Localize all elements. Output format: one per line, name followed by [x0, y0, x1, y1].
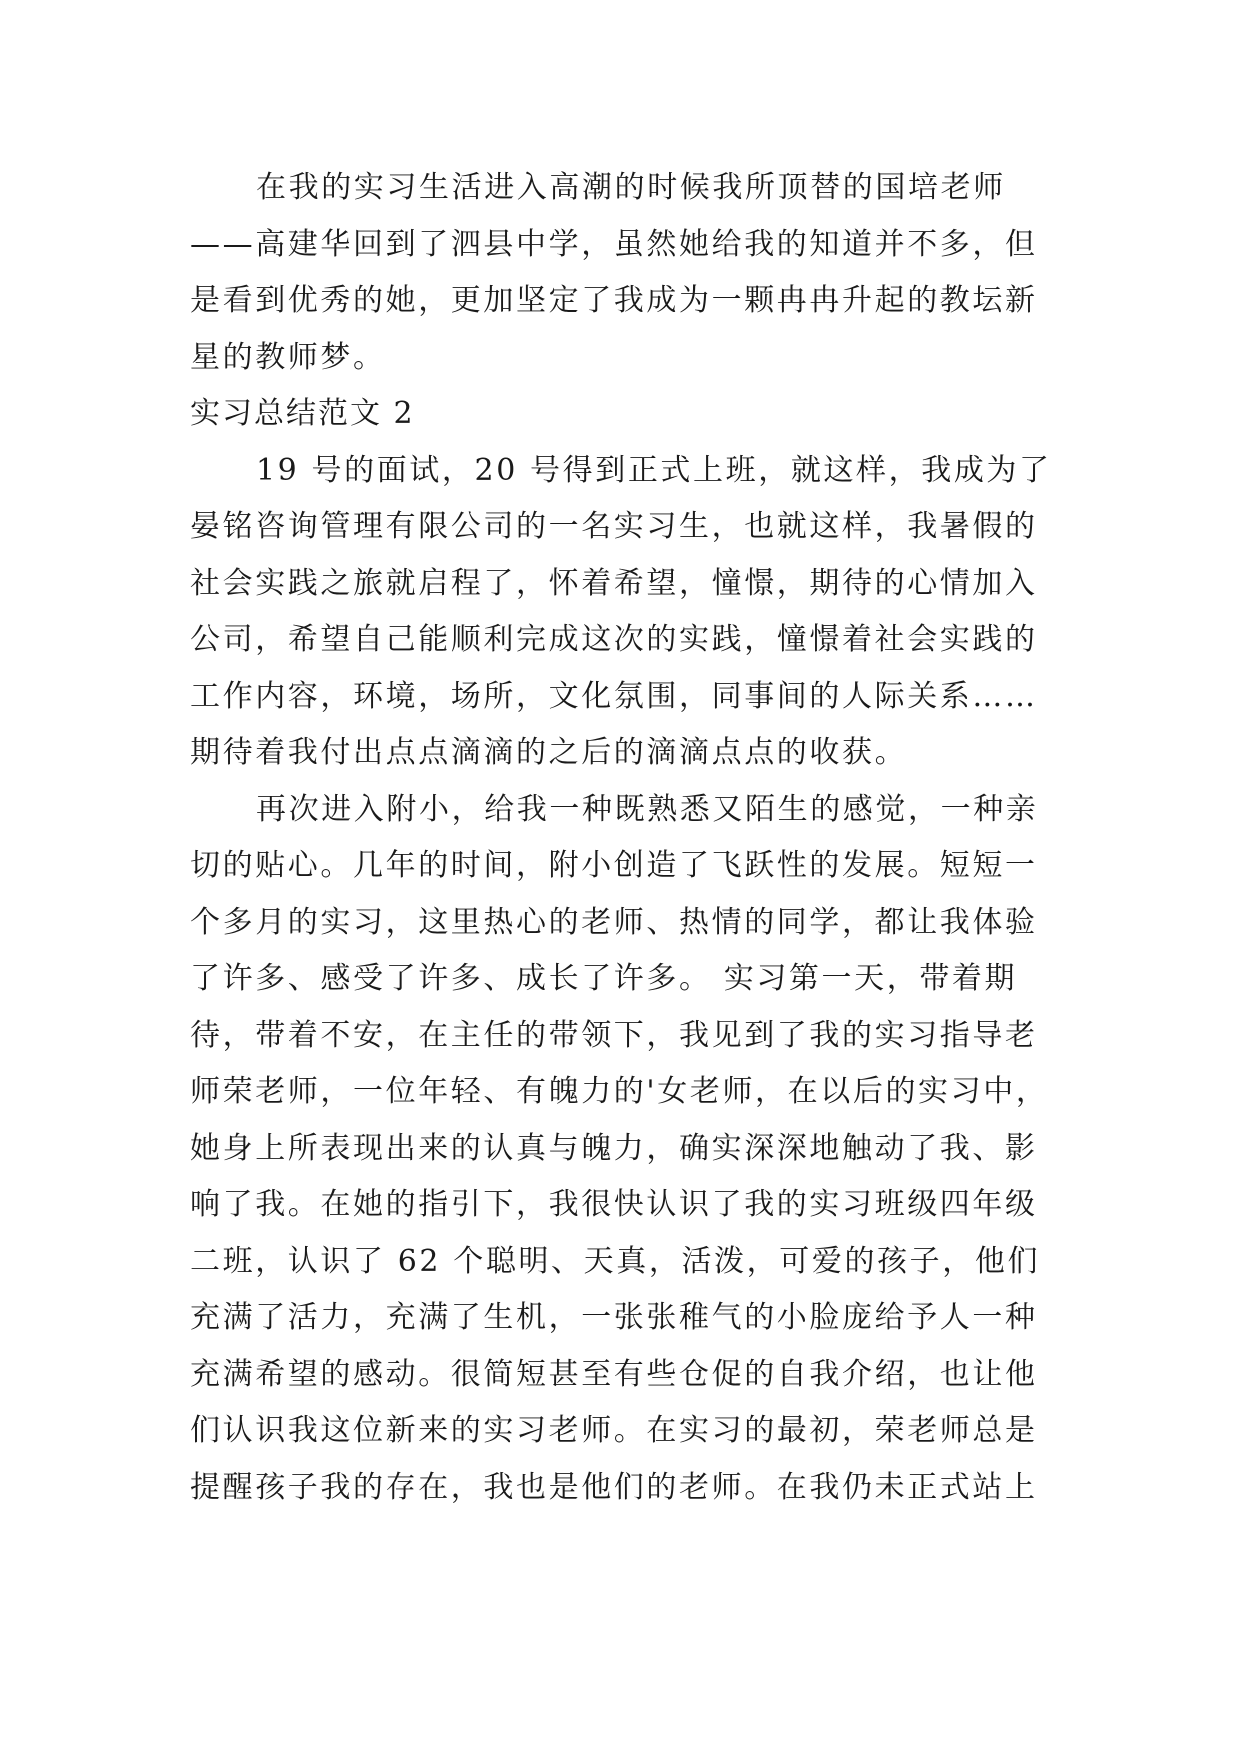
paragraph-1 [190, 160, 1050, 386]
paragraph-line: 师荣老师，一位年轻、有魄力的'女老师，在以后的实习中， [190, 1074, 1049, 1109]
paragraph-line: 19 号的面试，20 号得到正式上班，就这样，我成为了 [256, 452, 1052, 488]
paragraph-line: 晏铭咨询管理有限公司的一名实习生，也就这样，我暑假的 [190, 509, 1038, 544]
paragraph-line: 了许多、感受了许多、成长了许多。 实习第一天，带着期 [190, 961, 1018, 996]
paragraph-line: 社会实践之旅就启程了，怀着希望，憧憬，期待的心情加入 [190, 565, 1038, 601]
paragraph-3 [190, 782, 1050, 1517]
paragraph-line: 响了我。在她的指引下，我很快认识了我的实习班级四年级 [190, 1187, 1038, 1222]
paragraph-line: 在我的实习生活进入高潮的时候我所顶替的国培老师 [256, 170, 1006, 205]
paragraph-line: 们认识我这位新来的实习老师。在实习的最初，荣老师总是 [190, 1413, 1038, 1448]
paragraph-line: 星的教师梦。 [190, 339, 386, 375]
paragraph-2 [190, 443, 1050, 782]
document-body [190, 160, 1050, 1516]
paragraph-line: 提醒孩子我的存在，我也是他们的老师。在我仍未正式站上 [190, 1469, 1038, 1505]
paragraph-line: 公司，希望自己能顺利完成这次的实践，憧憬着社会实践的 [190, 622, 1038, 657]
paragraph-line: 充满希望的感动。很简短甚至有些仓促的自我介绍，也让他 [190, 1356, 1038, 1392]
paragraph-line: 期待着我付出点点滴滴的之后的滴滴点点的收获。 [190, 735, 908, 770]
section-heading: 实习总结范文 2 [190, 396, 415, 431]
paragraph-line: 待，带着不安，在主任的带领下，我见到了我的实习指导老 [190, 1017, 1038, 1053]
paragraph-line: 再次进入附小，给我一种既熟悉又陌生的感觉，一种亲 [256, 791, 1039, 827]
paragraph-line: ——高建华回到了泗县中学，虽然她给我的知道并不多，但 [190, 226, 1038, 262]
paragraph-line: 个多月的实习，这里热心的老师、热情的同学，都让我体验 [190, 904, 1038, 940]
paragraph-line: 充满了活力，充满了生机，一张张稚气的小脸庞给予人一种 [190, 1300, 1038, 1335]
paragraph-line: 切的贴心。几年的时间，附小创造了飞跃性的发展。短短一 [190, 848, 1038, 883]
paragraph-line: 她身上所表现出来的认真与魄力，确实深深地触动了我、影 [190, 1130, 1038, 1166]
section-heading-wrap [190, 386, 1050, 443]
paragraph-line: 二班，认识了 62 个聪明、天真，活泼，可爱的孩子，他们 [190, 1243, 1041, 1279]
paragraph-line: 是看到优秀的她，更加坚定了我成为一颗冉冉升起的教坛新 [190, 283, 1038, 318]
paragraph-line: 工作内容，环境，场所，文化氛围，同事间的人际关系…… [190, 678, 1038, 714]
